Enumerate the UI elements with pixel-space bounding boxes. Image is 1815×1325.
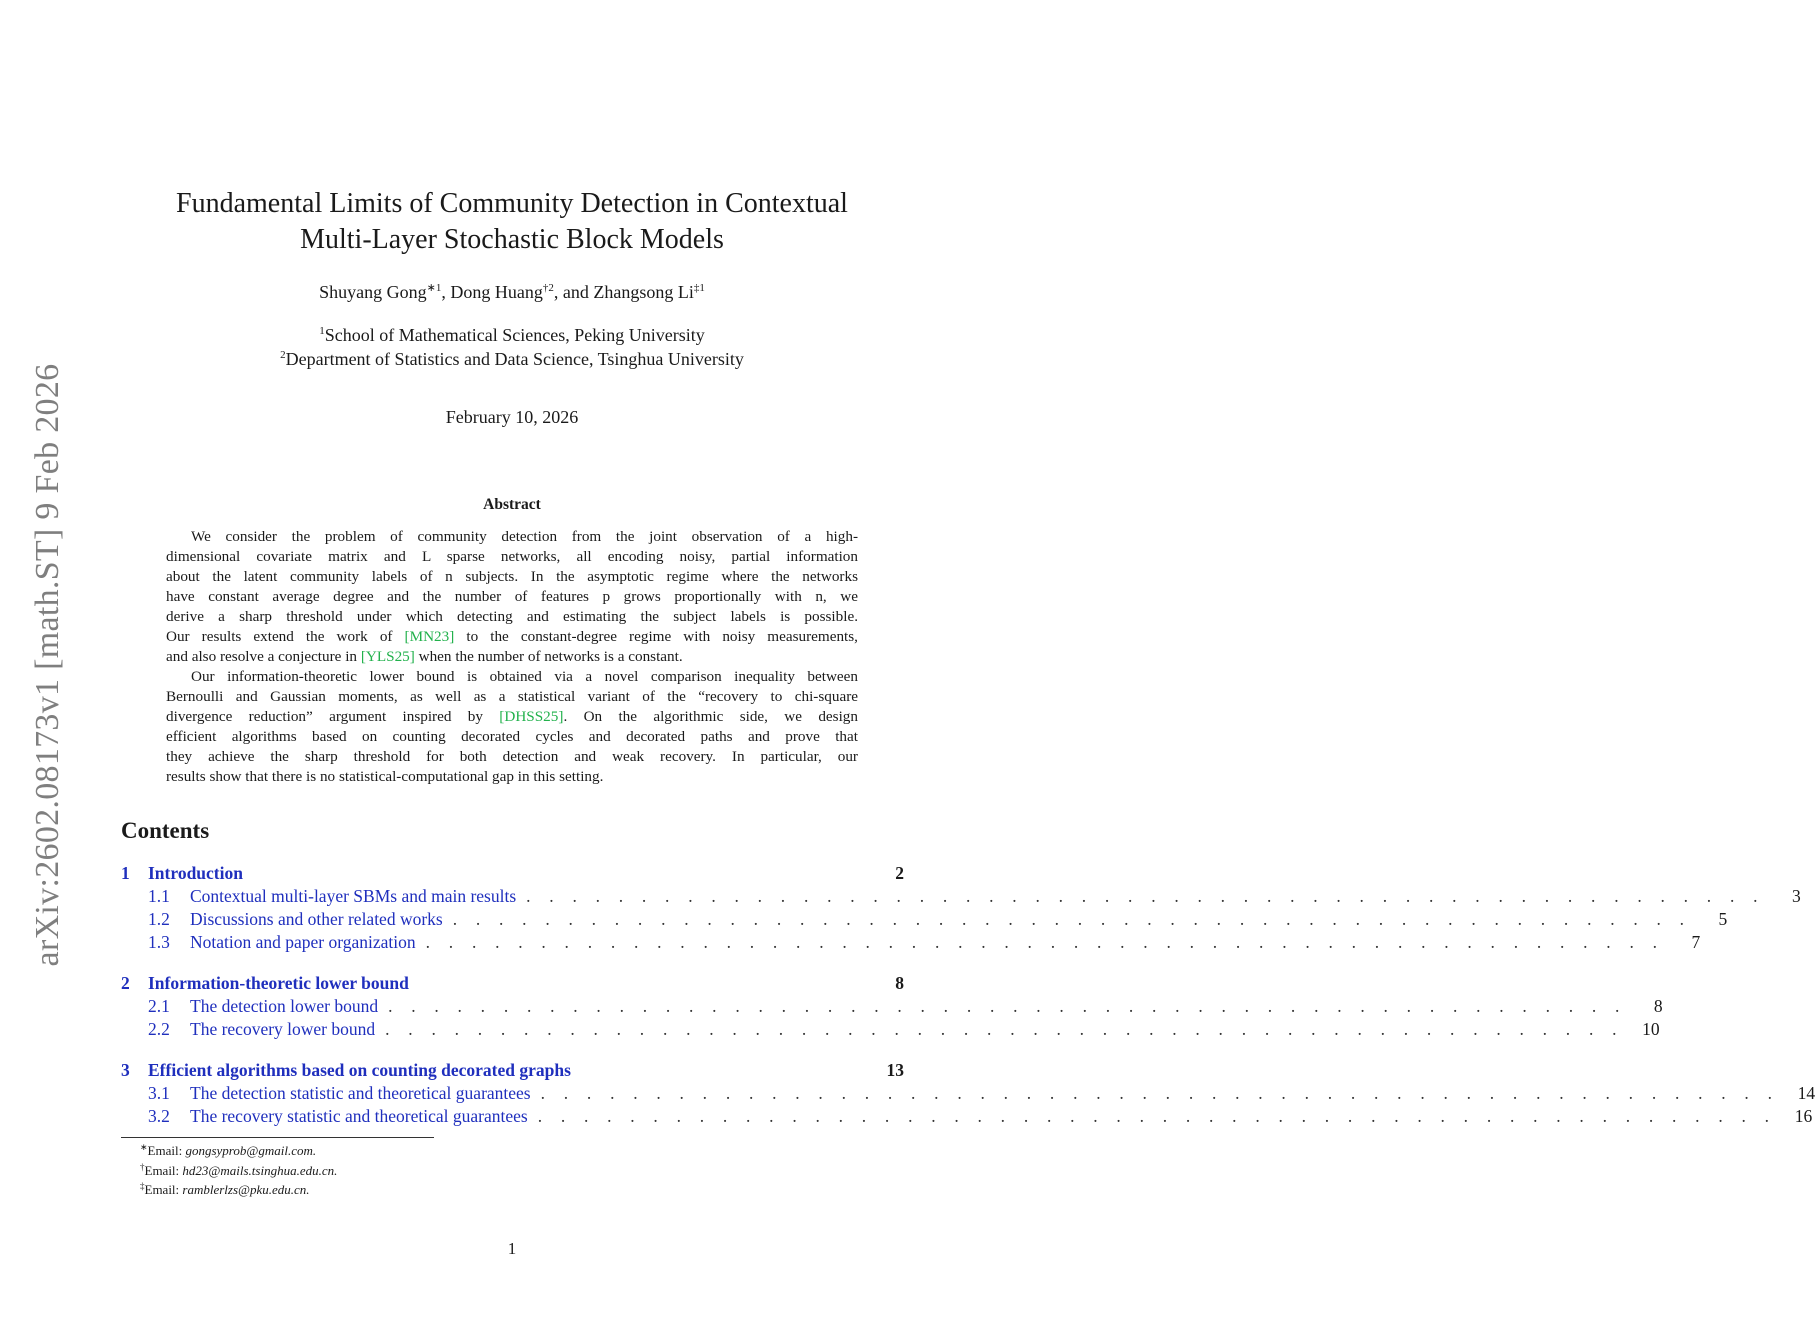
abstract-line: Our information-theoretic lower bound is obtained via a novel comparison inequality between bbox=[191, 668, 858, 685]
abstract-line: results show that there is no statistical-computational gap in this setting. bbox=[166, 768, 604, 785]
abstract-line: they achieve the sharp threshold for both detection and weak recovery. In particular, our bbox=[166, 748, 858, 765]
toc-number: 3 bbox=[121, 1060, 130, 1080]
toc-number: 2 bbox=[121, 973, 130, 993]
author-list bbox=[120, 282, 904, 303]
toc-page[interactable]: 3 bbox=[1791, 886, 1801, 906]
page-number: 1 bbox=[507, 1239, 517, 1258]
footnote-marker: † bbox=[140, 1161, 145, 1172]
toc-subsection-3-2[interactable] bbox=[121, 1105, 1813, 1128]
author-marker: ‡1 bbox=[693, 282, 705, 294]
toc-leader: . . . . . . . . . . . . . . . . . . . . . . . . . . . . . . . . . . . . . . . . . . . . . . . . . . . . . . bbox=[385, 1019, 1624, 1039]
affiliation bbox=[120, 323, 904, 347]
abstract-text: to the constant-degree regime with noisy measurements, bbox=[454, 628, 858, 645]
footnote-label: Email: bbox=[147, 1143, 186, 1158]
author-separator: , and bbox=[553, 282, 594, 302]
email-address[interactable]: hd23@mails.tsinghua.edu.cn. bbox=[182, 1162, 338, 1178]
citation-link[interactable]: [MN23] bbox=[404, 628, 455, 645]
author-name: Shuyang Gong bbox=[319, 282, 427, 302]
toc-number: 1 bbox=[121, 863, 130, 883]
toc-page[interactable]: 13 bbox=[886, 1060, 904, 1080]
paper-title-line: Fundamental Limits of Community Detection in Contextual bbox=[176, 188, 848, 219]
citation-link[interactable]: [DHSS25] bbox=[499, 708, 564, 725]
abstract-line: about the latent community labels of n subjects. In the asymptotic regime where the networks bbox=[166, 568, 858, 585]
affiliation-text: School of Mathematical Sciences, Peking University bbox=[324, 325, 705, 345]
paper-title bbox=[120, 186, 904, 258]
toc-subsection-3-1[interactable] bbox=[121, 1082, 1815, 1105]
contents-heading: Contents bbox=[121, 818, 210, 843]
toc-title[interactable]: Introduction bbox=[148, 863, 243, 883]
abstract-text: and also resolve a conjecture in bbox=[166, 648, 361, 665]
toc-leader: . . . . . . . . . . . . . . . . . . . . . . . . . . . . . . . . . . . . . . . . . . . . . . . . . . . . . . bbox=[425, 932, 1665, 952]
abstract-line: efficient algorithms based on counting decorated cycles and decorated paths and prove that bbox=[166, 728, 858, 745]
footnote-marker: ‡ bbox=[140, 1181, 145, 1191]
footnote-label: Email: bbox=[144, 1162, 183, 1178]
abstract-line: dimensional covariate matrix and L sparse networks, all encoding noisy, partial information bbox=[166, 548, 858, 565]
abstract-line bbox=[166, 627, 858, 647]
toc-number: 3.1 bbox=[148, 1083, 170, 1103]
toc-number: 3.2 bbox=[148, 1106, 170, 1126]
toc-page[interactable]: 5 bbox=[1718, 909, 1728, 929]
author-name: Dong Huang bbox=[450, 282, 543, 302]
toc-title[interactable]: The recovery statistic and theoretical guarantees bbox=[190, 1106, 528, 1126]
toc-title[interactable]: Contextual multi-layer SBMs and main results bbox=[190, 886, 517, 906]
footnote-rule bbox=[121, 1137, 434, 1138]
toc-title[interactable]: Information-theoretic lower bound bbox=[148, 973, 409, 993]
abstract-text: Our results extend the work of bbox=[166, 628, 405, 645]
toc-page[interactable]: 10 bbox=[1642, 1019, 1660, 1039]
abstract-line: derive a sharp threshold under which detecting and estimating the subject labels is possible. bbox=[166, 608, 858, 625]
toc-section-2[interactable] bbox=[121, 972, 904, 995]
toc-page[interactable]: 8 bbox=[1653, 996, 1663, 1016]
abstract-text: divergence reduction” argument inspired by bbox=[166, 708, 500, 725]
toc-title[interactable]: The detection statistic and theoretical guarantees bbox=[190, 1083, 531, 1103]
toc-subsection-1-2[interactable] bbox=[121, 908, 1728, 931]
toc-leader bbox=[409, 972, 878, 995]
toc-subsection-2-1[interactable] bbox=[121, 995, 1663, 1018]
toc-leader bbox=[243, 862, 878, 885]
toc-leader: . . . . . . . . . . . . . . . . . . . . . . . . . . . . . . . . . . . . . . . . . . . . . . . . . . . . . . bbox=[388, 996, 1627, 1016]
toc-title[interactable]: Efficient algorithms based on counting decorated graphs bbox=[148, 1060, 571, 1080]
author-separator: , bbox=[441, 282, 451, 302]
email-address[interactable]: gongsyprob@gmail.com. bbox=[185, 1143, 317, 1158]
table-of-contents bbox=[121, 862, 1815, 1128]
toc-page[interactable]: 7 bbox=[1691, 932, 1701, 952]
abstract-line bbox=[166, 707, 858, 727]
toc-page[interactable]: 14 bbox=[1797, 1083, 1815, 1103]
footnote-marker: ∗ bbox=[140, 1142, 148, 1152]
toc-title[interactable]: Discussions and other related works bbox=[190, 909, 443, 929]
toc-section-3[interactable] bbox=[121, 1059, 904, 1082]
toc-number: 1.3 bbox=[148, 932, 170, 952]
author-marker: ∗1 bbox=[426, 282, 442, 294]
toc-title[interactable]: The recovery lower bound bbox=[190, 1019, 376, 1039]
footnote bbox=[140, 1141, 337, 1161]
toc-leader: . . . . . . . . . . . . . . . . . . . . . . . . . . . . . . . . . . . . . . . . . . . . . . . . . . . . . . bbox=[540, 1083, 1780, 1103]
toc-page[interactable]: 2 bbox=[895, 863, 904, 883]
toc-title[interactable]: Notation and paper organization bbox=[190, 932, 416, 952]
abstract-text: when the number of networks is a constant. bbox=[414, 648, 683, 665]
toc-leader: . . . . . . . . . . . . . . . . . . . . . . . . . . . . . . . . . . . . . . . . . . . . . . . . . . . . . . bbox=[537, 1106, 1777, 1126]
footnote bbox=[140, 1161, 337, 1181]
abstract-body bbox=[166, 527, 858, 787]
toc-subsection-1-3[interactable] bbox=[121, 931, 1701, 954]
abstract-line bbox=[166, 647, 858, 667]
author-marker: †2 bbox=[542, 282, 554, 294]
arxiv-identifier-stamp: arXiv:2602.08173v1 [math.ST] 9 Feb 2026 bbox=[29, 363, 66, 967]
abstract-line: We consider the problem of community detection from the joint observation of a high- bbox=[191, 528, 858, 545]
footnotes bbox=[140, 1141, 337, 1200]
toc-subsection-1-1[interactable] bbox=[121, 885, 1801, 908]
abstract-line: have constant average degree and the number of features p grows proportionally with n, we bbox=[166, 588, 858, 605]
abstract-text: . On the algorithmic side, we design bbox=[563, 708, 858, 725]
toc-number: 2.1 bbox=[148, 996, 170, 1016]
toc-number: 2.2 bbox=[148, 1019, 170, 1039]
affiliations bbox=[120, 323, 904, 371]
publication-date: February 10, 2026 bbox=[445, 407, 579, 427]
abstract-line: Bernoulli and Gaussian moments, as well as a statistical variant of the “recovery to chi-square bbox=[166, 688, 858, 705]
toc-leader: . . . . . . . . . . . . . . . . . . . . . . . . . . . . . . . . . . . . . . . . . . . . . . . . . . . . . . bbox=[526, 886, 1765, 906]
footnote bbox=[140, 1180, 337, 1200]
toc-number: 1.2 bbox=[148, 909, 170, 929]
email-address[interactable]: ramblerlzs@pku.edu.cn. bbox=[182, 1182, 310, 1197]
paper-title-line: Multi-Layer Stochastic Block Models bbox=[300, 224, 724, 255]
toc-leader bbox=[571, 1059, 878, 1082]
toc-subsection-2-2[interactable] bbox=[121, 1018, 1660, 1041]
toc-section-1[interactable] bbox=[121, 862, 904, 885]
toc-title[interactable]: The detection lower bound bbox=[190, 996, 379, 1016]
toc-page[interactable]: 8 bbox=[895, 973, 904, 993]
abstract-heading: Abstract bbox=[483, 496, 541, 513]
affiliation-marker: 1 bbox=[319, 325, 325, 337]
citation-link[interactable]: [YLS25] bbox=[360, 648, 415, 665]
affiliation-text: Department of Statistics and Data Science, Tsinghua University bbox=[285, 349, 744, 369]
author-name: Zhangsong Li bbox=[593, 282, 694, 302]
footnote-label: Email: bbox=[144, 1182, 183, 1197]
affiliation-marker: 2 bbox=[280, 349, 286, 361]
toc-leader: . . . . . . . . . . . . . . . . . . . . . . . . . . . . . . . . . . . . . . . . . . . . . . . . . . . . . . bbox=[452, 909, 1692, 929]
toc-page[interactable]: 16 bbox=[1794, 1106, 1813, 1126]
affiliation bbox=[120, 347, 904, 371]
toc-number: 1.1 bbox=[148, 886, 170, 906]
